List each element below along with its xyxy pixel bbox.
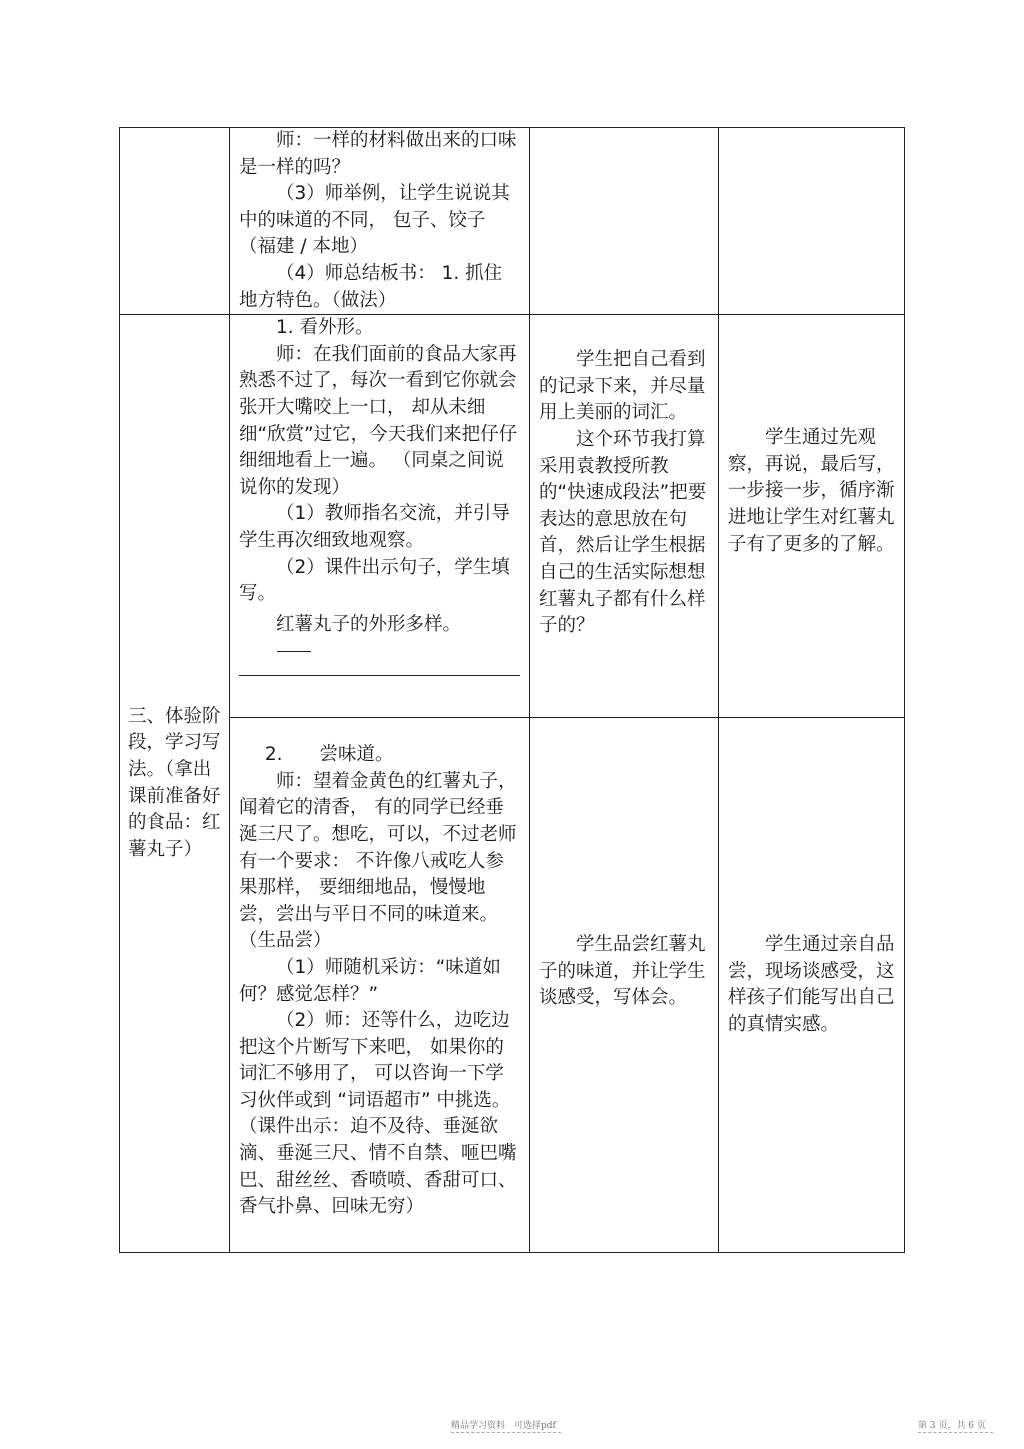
process-paragraph: （2）师：还等什么，边吃边把这个片断写下来吧， 如果你的词汇不够用了， 可以咨询一下学习伙伴或到 “词语超市” 中挑选。（课件出示：迫不及待、垂涎欲滴、垂涎三尺、情不自禁、咂巴嘴巴、甜丝丝、香喷喷、香甜可口、香气扑鼻、回味无穷） [239,1010,517,1218]
design-intent-cell [719,128,905,315]
process-paragraph: 师：一样的材料做出来的口味是一样的吗？ [239,130,517,178]
table-row [120,718,905,1253]
process-paragraph: 师：望着金黄色的红薯丸子，闻着它的清香， 有的同学已经垂涎三尺了。想吃，可以，不过老师有一个要求： 不许像八戒吃人参果那样， 要细细地品，慢慢地尝，尝出与平日不同的味道来。（生品尝） [239,770,517,952]
process-paragraph: 1. 看外形。 [276,317,374,339]
process-cell [230,718,530,1253]
process-cell [230,128,530,315]
page-number: 第 3 页，共 6 页 [918,1421,986,1431]
student-activity-cell [530,128,719,315]
student-paragraph: 学生品尝红薯丸子的味道，并让学生谈感受，写体会。 [539,934,706,1009]
intent-paragraph: 学生通过亲自品尝，现场谈感受，这样孩子们能写出自己的真情实感。 [728,934,895,1035]
design-intent-cell [719,718,905,1253]
table-row [120,128,905,315]
student-activity-cell [530,718,719,1253]
process-paragraph: 2. 尝味道。 [264,744,394,766]
lesson-plan-table [119,127,905,1253]
fill-in-text: 红薯丸子的外形多样。 [276,613,462,635]
process-paragraph: （2）课件出示句子，学生填写。 [239,556,510,605]
student-paragraph: 这个环节我打算采用袁教授所教的“快速成段法”把要表达的意思放在句首，然后让学生根据自己的生活实际想想红薯丸子都有什么样子的？ [539,428,707,637]
stage-label: 三、体验阶段，学习写法。（拿出课前准备好的食品：红薯丸子） [128,705,221,860]
footer-divider [918,1432,993,1433]
stage-cell [120,315,230,1253]
footer-watermark-text: 精品学习资料 可选择pdf [451,1421,556,1431]
stage-cell [120,128,230,315]
intent-paragraph: 学生通过先观察，再说，最后写，一步接一步，循序渐进地让学生对红薯丸子有了更多的了解。 [728,427,895,555]
fill-in-blank-line [239,675,520,676]
process-paragraph: （1）教师指名交流，并引导学生再次细致地观察。 [239,503,510,551]
design-intent-cell [719,315,905,718]
fill-in-blank [277,651,311,652]
process-paragraph: （3）师举例，让学生说说其中的味道的不同， 包子、饺子（福建 / 本地） [239,183,510,258]
student-paragraph: 学生把自己看到的记录下来，并尽量用上美丽的词汇。 [539,349,706,424]
process-paragraph: （1）师随机采访：“味道如何？感觉怎样？” [239,956,501,1005]
process-cell [230,315,530,718]
process-paragraph: 师：在我们面前的食品大家再熟悉不过了，每次一看到它你就会张开大嘴咬上一口， 却从未细细“欣赏”过它，今天我们来把仔仔细细地看上一遍。 （同桌之间说说你的发现） [239,343,518,498]
student-activity-cell [530,315,719,718]
footer-divider [451,1432,561,1433]
fill-in-sentence [239,612,520,665]
process-paragraph: （4）师总结板书： 1. 抓住地方特色。（做法） [239,262,503,311]
table-row [120,315,905,718]
